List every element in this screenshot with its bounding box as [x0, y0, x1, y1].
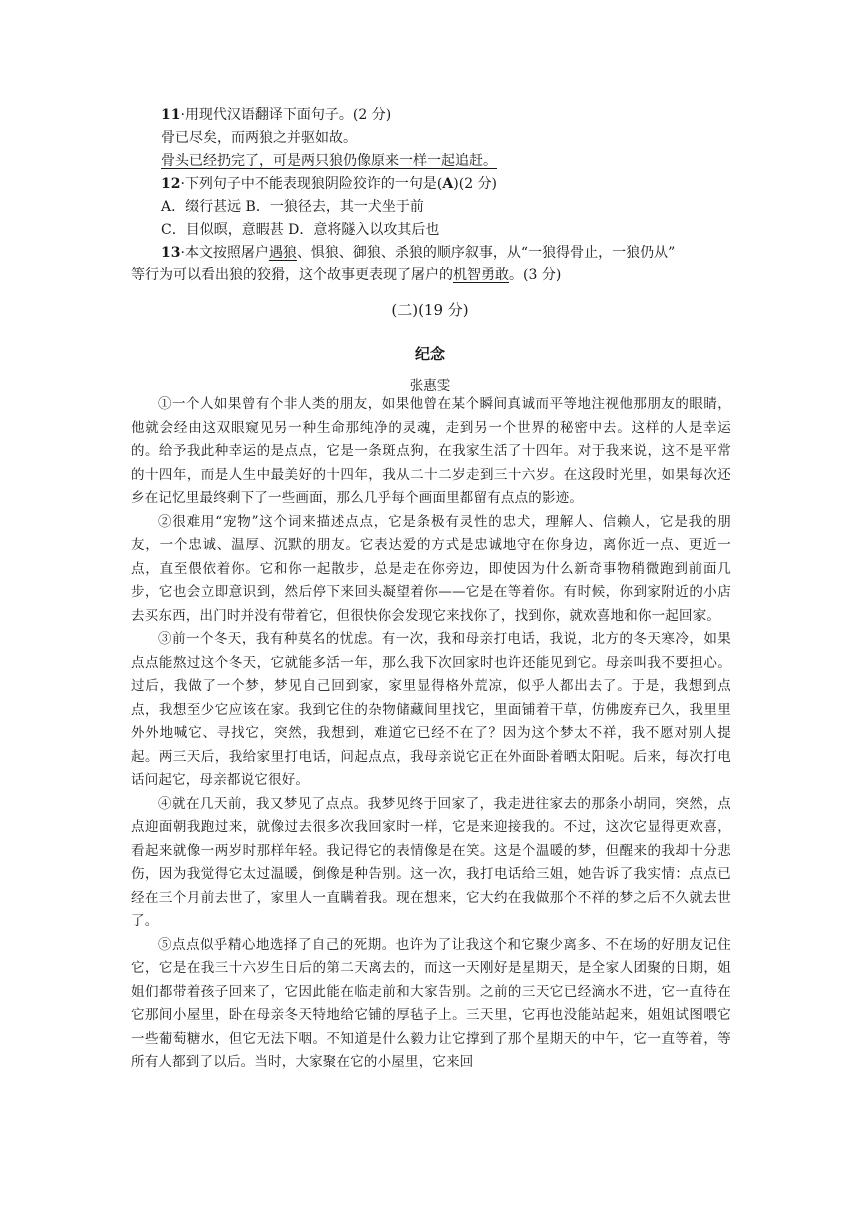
options-row-2: C．目似暝，意暇甚 D．意将隧入以攻其后也 [161, 222, 440, 238]
options-row-1: A．缀行甚远 B．一狼径去，其一犬坐于前 [161, 199, 424, 215]
answer-blank-1: 遇狼 [268, 245, 297, 261]
question-13-continued [131, 265, 561, 286]
essay-title: 纪念 [414, 345, 445, 363]
question-text: 、惧狼、御狼、杀狼的顺序叙事，从“一狼得骨止，一狼仍从” [296, 245, 676, 261]
paragraph: ④就在几天前，我又梦见了点点。我梦见终于回家了，我走进往家去的那条小胡同，突然，点点迎面朝我跑过来，就像过去很多次我回家时一样，它是来迎接我的。不过，这次它显得更欢喜，看起来就像一两岁时那样年轻。我记得它的表情像是在笑。这是个温暖的梦，但醒来的我却十分悲伤，因为我觉得它太过温暖，倒像是种告别。这一次，我打电话给三姐，她告诉了我实情：点点已经在三个月前去世了，家里人一直瞒着我。现在想来，它大约在我做那个不祥的梦之后不久就去世了。 [131, 795, 731, 929]
answer-blank-2: 机智勇敢 [453, 267, 509, 283]
question-prompt: 用现代汉语翻译下面句子。(2 分) [184, 107, 392, 123]
paragraph: ③前一个冬天，我有种莫名的忧虑。有一次，我和母亲打电话，我说，北方的冬天寒冷，如果点点能熬过这个冬天，它就能多活一年，那么我下次回家时也许还能见到它。母亲叫我不要担心。过后，我做了一个梦，梦见自己回到家，家里显得格外荒凉，似乎人都出去了。于是，我想到点点，我想至少它应该在家。我到它住的杂物储藏间里找它，里面铺着干草，仿佛废弃已久，我里里外外地喊它、寻找它，突然，我想到，难道它已经不在了？因为这个梦太不祥，我不愿对别人提起。两三天后，我给家里打电话，问起点点，我母亲说它正在外面卧着晒太阳呢。后来，每次打电话问起它，母亲都说它很好。 [131, 631, 731, 788]
paragraph: ⑤点点似乎精心地选择了自己的死期。也许为了让我这个和它聚少离多、不在场的好朋友记住它，它是在我三十六岁生日后的第二天离去的，而这一天刚好是星期天，是全家人团聚的日期，姐姐们都带着孩子回来了，它因此能在临走前和大家告别。之前的三天它已经滴水不进，它一直待在它那间小屋里，卧在母亲冬天特地给它铺的厚毡子上。三天里，它再也没能站起来，姐姐试图喂它一些葡萄糖水，但它无法下咽。不知道是什么毅力让它撑到了那个星期天的中午，它一直等着，等所有人都到了以后。当时，大家聚在它的小屋里，它来回 [131, 936, 731, 1070]
question-number: 12 [161, 176, 181, 192]
question-11: 11·用现代汉语翻译下面句子。(2 分) [161, 107, 392, 123]
answer-text: 骨头已经扔完了，可是两只狼仍像原来一样一起追赶。 [161, 153, 497, 169]
answer-choice: A [442, 176, 454, 192]
essay-body [131, 393, 731, 1075]
question-text: 本文按照屠户 [184, 245, 269, 261]
question-points: )(2 分) [453, 176, 498, 192]
question-points: 。(3 分) [509, 267, 562, 283]
question-13: 13·本文按照屠户遇狼、惧狼、御狼、杀狼的顺序叙事，从“一狼得骨止，一狼仍从” [161, 245, 676, 261]
question-12: 12·下列句子中不能表现狼阴险狡诈的一句是(A)(2 分) [161, 176, 498, 192]
paragraph: ①一个人如果曾有个非人类的朋友，如果他曾在某个瞬间真诚而平等地注视他那朋友的眼睛，他就会经由这双眼窥见另一种生命那纯净的灵魂，走到另一个世界的秘密中去。这样的人是幸运的。给予我此种幸运的是点点，它是一条斑点狗，在我家生活了十四年。对于我来说，这不是平常的十四年，而是人生中最美好的十四年，我从二十二岁走到三十六岁。在这段时光里，如果每次还乡在记忆里最终剩下了一些画面，那么几乎每个画面里都留有点点的影迹。 [131, 396, 731, 506]
classical-sentence: 骨已尽矣，而两狼之并驱如故。 [161, 130, 357, 146]
essay-author: 张惠雯 [409, 378, 451, 394]
answer-line [161, 151, 497, 172]
question-text: 等行为可以看出狼的狡猾，这个故事更表现了屠户的 [131, 267, 453, 283]
question-number: 13 [161, 245, 181, 261]
question-number: 11 [161, 107, 181, 123]
section-heading: (二)(19 分) [391, 301, 469, 319]
question-prompt: 下列句子中不能表现狼阴险狡诈的一句是( [184, 176, 443, 192]
paragraph: ②很难用“宠物”这个词来描述点点，它是条极有灵性的忠犬，理解人、信赖人，它是我的朋友，一个忠诚、温厚、沉默的朋友。它表达爱的方式是忠诚地守在你身边，离你近一点、更近一点，直至偎依着你。它和你一起散步，总是走在你旁边，即使因为什么新奇事物稍微跑到前面几步，它也会立即意识到，然后停下来回头凝望着你——它是在等着你。有时候，你到家附近的小店去买东西，出门时并没有带着它，但很快你会发现它来找你了，找到你，就欢喜地和你一起回家。 [131, 513, 731, 624]
